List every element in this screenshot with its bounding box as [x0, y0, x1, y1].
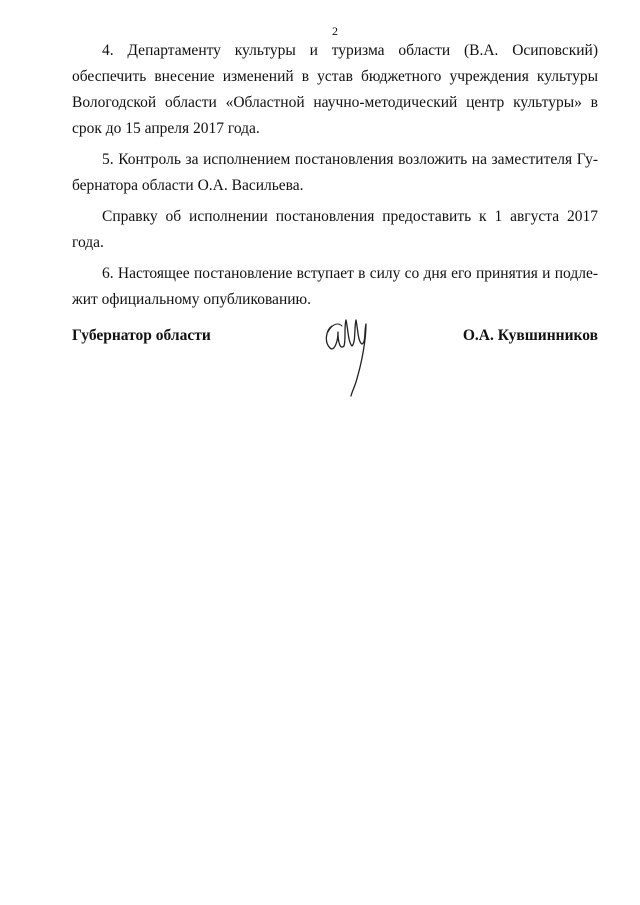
paragraph-item-5: 5. Контроль за исполнением постановления возложить на заместителя Губернатора области О.А. Васильева.: [72, 151, 598, 194]
signature-block: [72, 312, 598, 402]
paragraph-item-6: 6. Настоящее постановление вступает в силу со дня его принятия и подлежит официальному опубликованию.: [72, 265, 598, 308]
paragraph-item-4: 4. Департаменту культуры и туризма области (В.А. Осиповский) обеспечить внесение изменений в устав бюджетного учреждения культуры Вологодской области «Областной научно-методический центр культуры» в срок до 15 апреля 2017 года.: [72, 42, 598, 137]
document-body: [72, 38, 598, 318]
signatory-name: О.А. Кувшинников: [462, 327, 598, 344]
signatory-title: Губернатор области: [72, 327, 211, 344]
paragraph-report-deadline: Справку об исполнении постановления предоставить к 1 августа 2017 года.: [72, 208, 598, 251]
page-number: 2: [332, 24, 338, 38]
handwritten-signature-icon: [318, 312, 378, 398]
